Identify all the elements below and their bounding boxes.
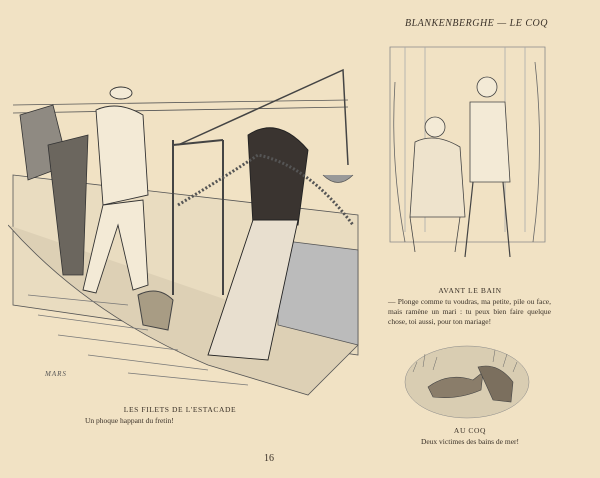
caption-text-avant-le-bain: — Plonge comme tu voudras, ma petite, pile ou face, mais ramène un mari : tu peux bien faire quelque chose, toi aussi, pour ton mariage! (388, 297, 551, 326)
caption-text-au-coq: Deux victimes des bains de mer! (420, 437, 520, 446)
caption-text-estacade: Un phoque happant du fretin! (85, 416, 174, 425)
caption-title-au-coq: AU COQ (453, 426, 487, 435)
hares-illustration (403, 342, 531, 422)
bathing-hut-illustration (385, 42, 550, 272)
caption-title-avant-le-bain: AVANT LE BAIN (438, 286, 502, 295)
page-number: 16 (264, 453, 274, 464)
caption-title-estacade: LES FILETS DE L'ESTACADE (123, 405, 237, 414)
artist-signature: MARS (45, 370, 67, 378)
running-header: BLANKENBERGHE — LE COQ (405, 18, 548, 29)
pier-fishing-illustration (8, 55, 363, 400)
